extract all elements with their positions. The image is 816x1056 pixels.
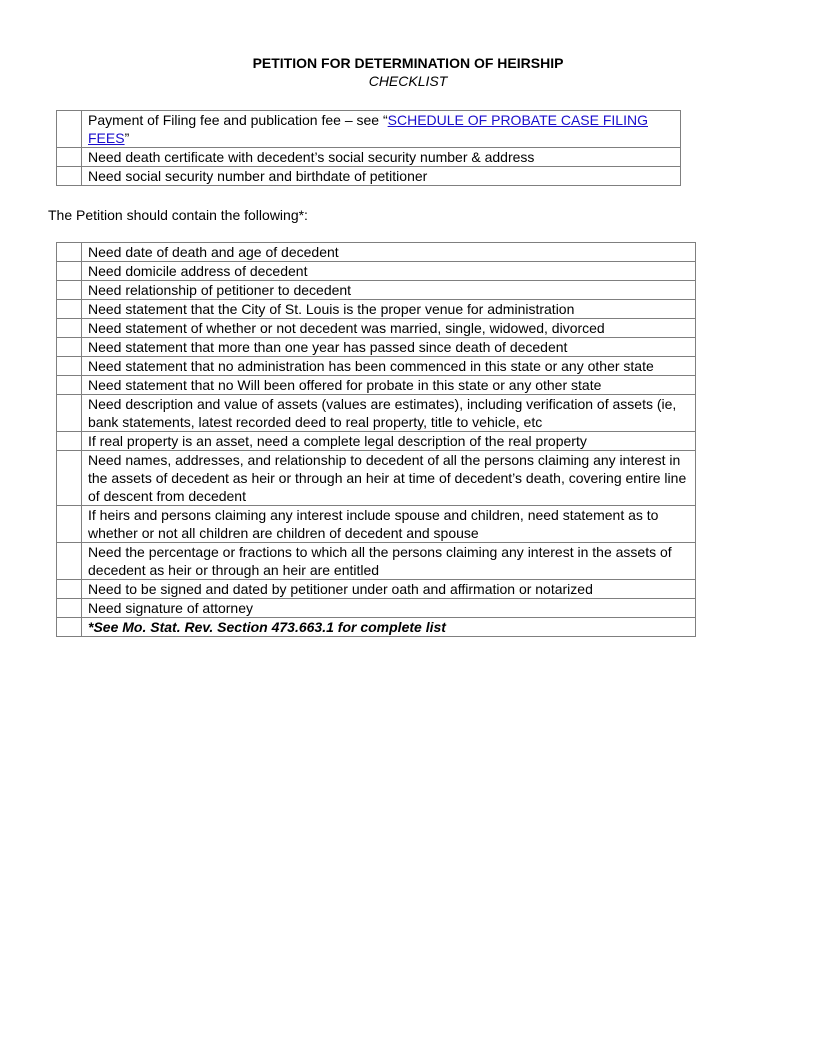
fees-checklist-table bbox=[56, 110, 681, 186]
checkbox-cell[interactable] bbox=[57, 506, 82, 543]
list-item: Need date of death and age of decedent bbox=[82, 243, 696, 262]
list-item: Need statement that the City of St. Louis is the proper venue for administration bbox=[82, 300, 696, 319]
checkbox-cell[interactable] bbox=[57, 111, 82, 148]
list-item: If real property is an asset, need a complete legal description of the real property bbox=[82, 432, 696, 451]
page-title: PETITION FOR DETERMINATION OF HEIRSHIP bbox=[252, 55, 564, 71]
checkbox-cell[interactable] bbox=[57, 262, 82, 281]
table-row bbox=[57, 432, 696, 451]
checkbox-cell[interactable] bbox=[57, 319, 82, 338]
list-item: Need names, addresses, and relationship to decedent of all the persons claiming any interest in the assets of decedent as heir or through an heir at time of decedent’s death, covering entire line of descent from decedent bbox=[82, 451, 696, 506]
list-item: Need description and value of assets (values are estimates), including verification of assets (ie, bank statements, latest recorded deed to real property, title to vehicle, etc bbox=[82, 395, 696, 432]
list-item: Need statement that more than one year has passed since death of decedent bbox=[82, 338, 696, 357]
footnote: *See Mo. Stat. Rev. Section 473.663.1 for complete list bbox=[82, 618, 696, 637]
list-item: Need statement of whether or not decedent was married, single, widowed, divorced bbox=[82, 319, 696, 338]
petition-checklist-table bbox=[56, 242, 696, 637]
checkbox-cell[interactable] bbox=[57, 281, 82, 300]
checkbox-cell[interactable] bbox=[57, 451, 82, 506]
filing-fees-link[interactable]: SCHEDULE OF PROBATE CASE FILING FEES bbox=[88, 112, 648, 146]
list-item: Need statement that no Will been offered for probate in this state or any other state bbox=[82, 376, 696, 395]
list-item: Need statement that no administration has been commenced in this state or any other state bbox=[82, 357, 696, 376]
list-item: Need domicile address of decedent bbox=[82, 262, 696, 281]
table-row bbox=[57, 543, 696, 580]
checkbox-cell[interactable] bbox=[57, 148, 82, 167]
checkbox-cell[interactable] bbox=[57, 167, 82, 186]
checkbox-cell[interactable] bbox=[57, 357, 82, 376]
table-row bbox=[57, 243, 696, 262]
table-row bbox=[57, 319, 696, 338]
table-row bbox=[57, 395, 696, 432]
table-row bbox=[57, 338, 696, 357]
table-row bbox=[57, 281, 696, 300]
checkbox-cell[interactable] bbox=[57, 432, 82, 451]
table-row bbox=[57, 262, 696, 281]
table-row bbox=[57, 376, 696, 395]
checkbox-cell[interactable] bbox=[57, 300, 82, 319]
table-row bbox=[57, 300, 696, 319]
checkbox-cell[interactable] bbox=[57, 376, 82, 395]
table-row bbox=[57, 506, 696, 543]
table-row bbox=[57, 618, 696, 637]
list-item: Need to be signed and dated by petitioner under oath and affirmation or notarized bbox=[82, 580, 696, 599]
fee-item-suffix: ” bbox=[124, 130, 130, 146]
checkbox-cell bbox=[57, 618, 82, 637]
table-row bbox=[57, 451, 696, 506]
list-item bbox=[82, 111, 681, 148]
list-item: Need signature of attorney bbox=[82, 599, 696, 618]
list-item: If heirs and persons claiming any interest include spouse and children, need statement as to whether or not all children are children of decedent and spouse bbox=[82, 506, 696, 543]
checkbox-cell[interactable] bbox=[57, 243, 82, 262]
list-item: Need social security number and birthdate of petitioner bbox=[82, 167, 681, 186]
page-subtitle: CHECKLIST bbox=[368, 73, 448, 89]
fee-item-prefix: Payment of Filing fee and publication fee – see “ bbox=[88, 112, 388, 128]
table-row bbox=[57, 580, 696, 599]
table-row bbox=[57, 357, 696, 376]
table-row bbox=[57, 167, 681, 186]
checkbox-cell[interactable] bbox=[57, 338, 82, 357]
table-row bbox=[57, 111, 681, 148]
table-row bbox=[57, 599, 696, 618]
table-row bbox=[57, 148, 681, 167]
checkbox-cell[interactable] bbox=[57, 599, 82, 618]
list-item: Need the percentage or fractions to which all the persons claiming any interest in the assets of decedent as heir or through an heir are entitled bbox=[82, 543, 696, 580]
intro-text: The Petition should contain the following*: bbox=[48, 207, 308, 223]
checkbox-cell[interactable] bbox=[57, 580, 82, 599]
list-item: Need relationship of petitioner to decedent bbox=[82, 281, 696, 300]
list-item: Need death certificate with decedent’s social security number & address bbox=[82, 148, 681, 167]
checkbox-cell[interactable] bbox=[57, 395, 82, 432]
checkbox-cell[interactable] bbox=[57, 543, 82, 580]
